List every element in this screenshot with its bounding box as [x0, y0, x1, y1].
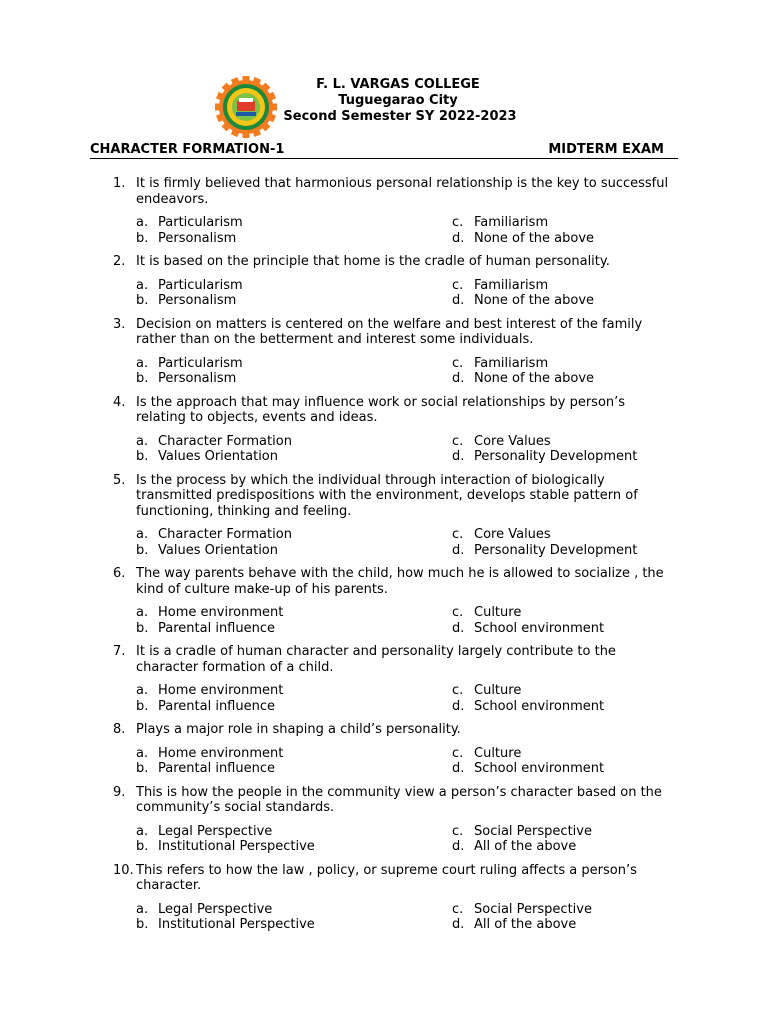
question-number: 7.: [113, 644, 126, 659]
choice-letter: c.: [452, 215, 464, 230]
question-item: [0, 644, 768, 714]
choice-letter: a.: [136, 433, 149, 449]
choice-text: Familiarism: [474, 355, 549, 371]
question-text: Is the approach that may influence work or social relationships by person’s relating to objects, events and ideas.: [136, 394, 626, 425]
choice-text: Parental influence: [158, 620, 275, 636]
choice-letter: b.: [136, 761, 149, 776]
choice-letter: d.: [452, 371, 465, 386]
question-item: [0, 317, 768, 387]
choice-group: [0, 434, 768, 465]
choice-text: Social Perspective: [474, 823, 592, 839]
choice-text: Particularism: [158, 355, 243, 371]
exam-type: MIDTERM EXAM: [548, 142, 664, 157]
choice-letter: d.: [452, 839, 465, 854]
choice-text: Home environment: [158, 745, 284, 761]
choice-letter: a.: [136, 215, 149, 230]
question-number: 1.: [113, 176, 126, 191]
choice-letter: d.: [452, 293, 465, 308]
choice-text: None of the above: [474, 293, 595, 308]
choice-text: Institutional Perspective: [158, 917, 315, 932]
question-stem: [0, 395, 676, 426]
choice-group: [0, 746, 768, 777]
question-number: 4.: [113, 394, 126, 410]
choice-letter: d.: [452, 542, 465, 558]
question-text: It is firmly believed that harmonious personal relationship is the key to successful endeavors.: [136, 176, 669, 207]
choice-letter: c.: [452, 605, 464, 620]
choice-text: Character Formation: [158, 433, 292, 449]
choice-letter: a.: [136, 277, 149, 293]
question-number: 6.: [113, 566, 126, 581]
choice-text: Personalism: [158, 371, 237, 386]
choice-letter: a.: [136, 683, 149, 698]
school-city: Tuguegarao City: [338, 93, 458, 108]
choice-text: None of the above: [474, 371, 595, 386]
choice-text: Legal Perspective: [158, 823, 273, 839]
choice-text: None of the above: [474, 230, 595, 246]
question-item: [0, 395, 768, 465]
question-text: This is how the people in the community view a person’s character based on the community’s social standards.: [136, 784, 662, 815]
choice-text: Particularism: [158, 215, 243, 230]
choice-letter: b.: [136, 371, 149, 386]
choice-text: Institutional Perspective: [158, 839, 315, 854]
choice-letter: b.: [136, 542, 149, 558]
question-item: [0, 176, 768, 246]
question-stem: [0, 722, 676, 738]
choice-letter: d.: [452, 761, 465, 776]
question-number: 5.: [113, 472, 126, 488]
school-semester: Second Semester SY 2022-2023: [283, 109, 517, 124]
choice-text: Personality Development: [474, 542, 638, 558]
question-list: [0, 176, 768, 941]
choice-letter: c.: [452, 901, 464, 917]
choice-letter: b.: [136, 620, 149, 636]
question-number: 9.: [113, 784, 126, 800]
choice-group: [0, 356, 768, 387]
choice-letter: b.: [136, 293, 149, 308]
question-text: Is the process by which the individual through interaction of biologically transmitted predispositions with the environment, develops stable pattern of functioning, thinking and feeling.: [136, 472, 638, 519]
choice-letter: a.: [136, 745, 149, 761]
choice-text: All of the above: [474, 917, 577, 932]
choice-letter: a.: [136, 823, 149, 839]
choice-letter: d.: [452, 698, 465, 714]
choice-letter: c.: [452, 433, 464, 449]
choice-letter: a.: [136, 605, 149, 620]
choice-letter: b.: [136, 449, 149, 464]
choice-text: Home environment: [158, 605, 284, 620]
choice-letter: b.: [136, 698, 149, 714]
question-number: 3.: [113, 316, 126, 332]
choice-group: [0, 215, 768, 246]
choice-text: Culture: [474, 605, 522, 620]
choice-letter: d.: [452, 620, 465, 636]
choice-letter: c.: [452, 745, 464, 761]
choice-letter: a.: [136, 901, 149, 917]
choice-letter: c.: [452, 683, 464, 698]
choice-letter: c.: [452, 527, 464, 542]
choice-text: Parental influence: [158, 761, 275, 776]
question-stem: [0, 644, 676, 675]
question-stem: [0, 473, 676, 520]
choice-text: Home environment: [158, 683, 284, 698]
school-name: F. L. VARGAS COLLEGE: [316, 77, 480, 92]
choice-text: School environment: [474, 698, 605, 714]
choice-group: [0, 527, 768, 558]
choice-text: School environment: [474, 620, 605, 636]
choice-text: Personalism: [158, 230, 237, 246]
choice-text: Familiarism: [474, 277, 549, 293]
question-stem: [0, 785, 676, 816]
question-item: [0, 785, 768, 855]
question-number: 2.: [113, 254, 126, 269]
choice-letter: a.: [136, 527, 149, 542]
question-number: 8.: [113, 722, 126, 737]
choice-letter: c.: [452, 277, 464, 293]
choice-text: Culture: [474, 683, 522, 698]
question-item: [0, 254, 768, 309]
question-stem: [0, 176, 676, 207]
choice-text: Familiarism: [474, 215, 549, 230]
choice-group: [0, 902, 768, 933]
choice-group: [0, 605, 768, 636]
question-stem: [0, 863, 676, 894]
question-stem: [0, 254, 676, 270]
question-item: [0, 722, 768, 777]
subject-title: CHARACTER FORMATION-1: [90, 142, 285, 157]
choice-group: [0, 824, 768, 855]
choice-text: All of the above: [474, 839, 577, 854]
question-item: [0, 566, 768, 636]
choice-text: Personalism: [158, 293, 237, 308]
question-text: Decision on matters is centered on the welfare and best interest of the family rather than on the betterment and interest some individuals.: [136, 316, 643, 347]
choice-text: School environment: [474, 761, 605, 776]
choice-text: Social Perspective: [474, 901, 592, 917]
choice-text: Culture: [474, 745, 522, 761]
question-number: 10.: [113, 862, 134, 878]
choice-text: Personality Development: [474, 449, 638, 464]
choice-letter: a.: [136, 355, 149, 371]
question-stem: [0, 317, 676, 348]
choice-letter: d.: [452, 917, 465, 932]
choice-letter: b.: [136, 917, 149, 932]
choice-group: [0, 278, 768, 309]
question-item: [0, 863, 768, 933]
choice-letter: d.: [452, 230, 465, 246]
choice-letter: d.: [452, 449, 465, 464]
question-stem: [0, 566, 676, 597]
choice-text: Character Formation: [158, 527, 292, 542]
choice-group: [0, 683, 768, 714]
question-text: This refers to how the law , policy, or supreme court ruling affects a person’s character.: [136, 862, 637, 893]
subject-bar: [90, 142, 678, 159]
choice-text: Parental influence: [158, 698, 275, 714]
choice-letter: b.: [136, 230, 149, 246]
choice-letter: c.: [452, 823, 464, 839]
choice-letter: c.: [452, 355, 464, 371]
choice-text: Legal Perspective: [158, 901, 273, 917]
choice-letter: b.: [136, 839, 149, 854]
question-text: The way parents behave with the child, how much he is allowed to socialize , the kind of culture make-up of his parents.: [136, 566, 664, 597]
question-text: It is a cradle of human character and personality largely contribute to the character formation of a child.: [136, 644, 616, 675]
question-text: It is based on the principle that home is the cradle of human personality.: [136, 254, 610, 269]
question-text: Plays a major role in shaping a child’s personality.: [136, 722, 461, 737]
choice-text: Particularism: [158, 277, 243, 293]
choice-text: Values Orientation: [158, 542, 278, 558]
choice-text: Core Values: [474, 433, 551, 449]
choice-text: Values Orientation: [158, 449, 278, 464]
exam-header: [0, 76, 768, 136]
question-item: [0, 473, 768, 559]
choice-text: Core Values: [474, 527, 551, 542]
